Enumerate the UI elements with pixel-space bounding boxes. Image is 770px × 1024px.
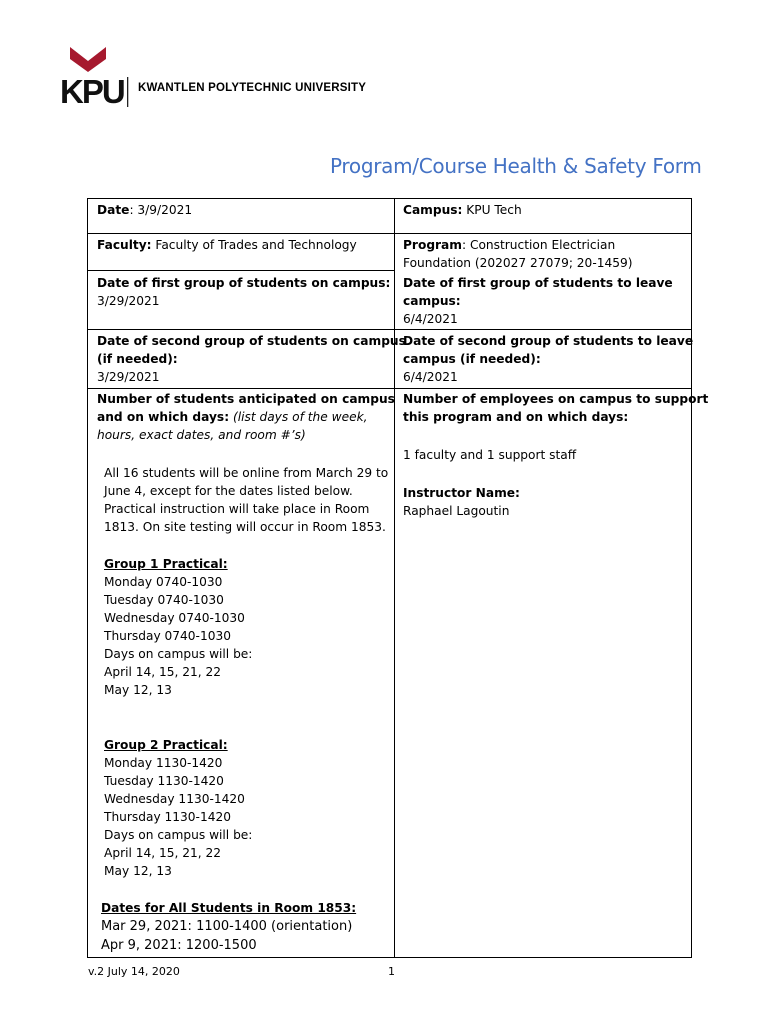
students-detail-line: Practical instruction will take place in Room (104, 502, 370, 516)
program-value: : Construction Electrician (461, 238, 616, 252)
group2-line: Tuesday 1130-1420 (104, 774, 224, 788)
first-leave-value: 6/4/2021 (403, 312, 458, 326)
date-field (97, 201, 192, 219)
group1-line: Days on campus will be: (104, 647, 253, 661)
second-on-label-line2: (if needed): (97, 352, 178, 366)
group2-line: Monday 1130-1420 (104, 756, 223, 770)
first-on-label: Date of first group of students on campus: (97, 276, 391, 290)
students-detail-line: All 16 students will be online from March 29 to (104, 466, 389, 480)
first-leave-label-line2: campus: (403, 294, 461, 308)
kpu-logo (60, 45, 380, 115)
group2-heading: Group 2 Practical: (104, 738, 228, 752)
campus-field (403, 201, 522, 219)
students-hint-line2: hours, exact dates, and room #’s) (97, 428, 306, 442)
date-value: : 3/9/2021 (129, 203, 193, 217)
group2-line: Days on campus will be: (104, 828, 253, 842)
employees-value: 1 faculty and 1 support staff (403, 448, 577, 462)
group1-practical (104, 555, 252, 699)
date-label: Date (97, 203, 130, 217)
table-border-top (87, 198, 692, 199)
employees-label-line2: this program and on which days: (403, 410, 629, 424)
group1-line: Wednesday 0740-1030 (104, 611, 245, 625)
footer-page-number: 1 (388, 965, 395, 978)
faculty-label: Faculty: (97, 238, 152, 252)
second-group-on-campus (97, 332, 406, 386)
svg-text:KPU: KPU (60, 73, 124, 107)
instructor-value: Raphael Lagoutin (403, 504, 510, 518)
footer-version: v.2 July 14, 2020 (88, 965, 180, 978)
group2-line: Wednesday 1130-1420 (104, 792, 245, 806)
second-group-leave-campus (403, 332, 693, 386)
form-title: Program/Course Health & Safety Form (330, 154, 702, 178)
all-students-heading: Dates for All Students in Room 1853: (101, 901, 357, 915)
first-group-leave-campus (403, 274, 673, 328)
all-students-line: Mar 29, 2021: 1100-1400 (orientation) (101, 919, 353, 934)
kpu-logo-mark (60, 45, 135, 107)
program-field (403, 236, 633, 272)
table-border-bottom (87, 957, 692, 958)
university-name: KWANTLEN POLYTECHNIC UNIVERSITY (138, 82, 367, 94)
table-divider-middle (394, 198, 395, 958)
program-label: Program (403, 238, 462, 252)
students-detail-line: 1813. On site testing will occur in Room 1853. (104, 520, 386, 534)
program-value-line2: Foundation (202027 27079; 20-1459) (403, 256, 633, 270)
group2-line: May 12, 13 (104, 864, 172, 878)
table-row-line-2-left (87, 270, 394, 271)
students-label-line1: Number of students anticipated on campus (97, 392, 395, 406)
employees-field (403, 390, 708, 426)
group1-line: Monday 0740-1030 (104, 575, 223, 589)
first-on-value: 3/29/2021 (97, 294, 160, 308)
first-group-on-campus (97, 274, 390, 310)
second-on-label: Date of second group of students on campus (97, 334, 406, 348)
group1-heading: Group 1 Practical: (104, 557, 228, 571)
table-row-line-3 (87, 329, 692, 330)
group1-line: April 14, 15, 21, 22 (104, 665, 222, 679)
students-details (104, 464, 388, 536)
students-label-line2: and on which days: (97, 410, 230, 424)
campus-label: Campus: (403, 203, 463, 217)
campus-value: KPU Tech (462, 203, 522, 217)
group1-line: Thursday 0740-1030 (104, 629, 231, 643)
students-hint-line1: (list days of the week, (229, 410, 368, 424)
instructor-label: Instructor Name: (403, 486, 520, 500)
second-leave-label-line2: campus (if needed): (403, 352, 541, 366)
table-row-line-4 (87, 388, 692, 389)
second-leave-label: Date of second group of students to leave (403, 334, 694, 348)
group2-practical (104, 736, 252, 880)
students-detail-line: June 4, except for the dates listed below. (104, 484, 353, 498)
all-students-line: Apr 9, 2021: 1200-1500 (101, 938, 257, 953)
all-students-dates (101, 899, 356, 955)
group2-line: April 14, 15, 21, 22 (104, 846, 222, 860)
table-row-line-1 (87, 233, 692, 234)
first-leave-label: Date of first group of students to leave (403, 276, 673, 290)
group1-line: May 12, 13 (104, 683, 172, 697)
students-anticipated-label (97, 390, 395, 444)
faculty-value: Faculty of Trades and Technology (151, 238, 357, 252)
instructor-field (403, 484, 520, 520)
group1-line: Tuesday 0740-1030 (104, 593, 224, 607)
faculty-field (97, 236, 357, 254)
table-border-right (691, 198, 692, 958)
second-on-value: 3/29/2021 (97, 370, 160, 384)
employees-label-line1: Number of employees on campus to support (403, 392, 709, 406)
table-border-left (87, 198, 88, 958)
group2-line: Thursday 1130-1420 (104, 810, 231, 824)
second-leave-value: 6/4/2021 (403, 370, 458, 384)
